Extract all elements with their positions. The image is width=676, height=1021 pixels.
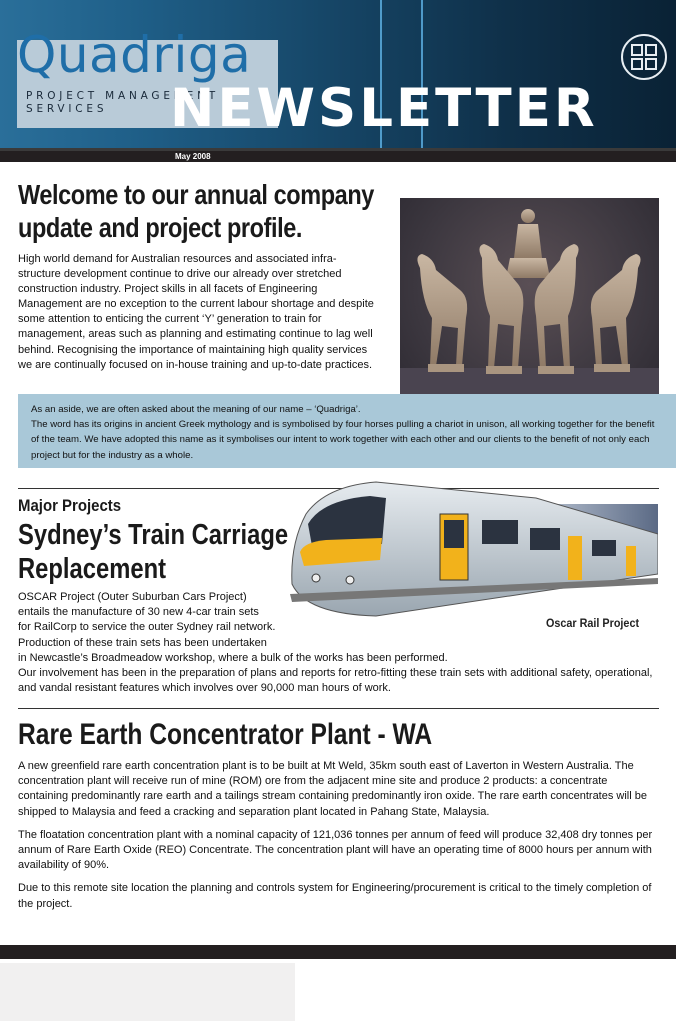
quadriga-grid-logo-icon xyxy=(621,34,667,80)
train-line: Production of these train sets has been undertaken xyxy=(18,636,267,649)
section-divider xyxy=(18,708,659,709)
train-image-caption: Oscar Rail Project xyxy=(546,616,640,630)
footer-panel xyxy=(0,963,295,1021)
section-label: Major Projects xyxy=(18,496,122,515)
masthead xyxy=(0,0,676,148)
train-heading: Sydney’s Train Carriage Replacement xyxy=(18,519,289,585)
rare-earth-paragraph: The floatation concentration plant with a nominal capacity of 121,036 tonnes per annum of feed will produce 32,408 dry tonnes per annum of Rare Earth Oxide (REO) Concentrate. The concentration plant will have an operating time of 8000 hours per annum with availability of 90%. xyxy=(18,828,653,872)
train-paragraph xyxy=(18,590,668,696)
brand-subtitle: PROJECT MANAGEMENT SERVICES xyxy=(26,90,219,115)
welcome-paragraph: High world demand for Australian resources and associated infra-structure development continue to drive our already over stretched construction industry. Project skills in all facets of Engineering Management are no exception to the current labour shortage and despite some attention to enticing the current ‘Y’ generation to train for management, areas such as planning and estimating continue to lag well behind. Recognising the importance of maintaining high quality services we are continually focused on in-house training and up-to-date practices. xyxy=(18,253,374,371)
rare-earth-paragraph: Due to this remote site location the planning and controls system for Engineering/procurement is critical to the timely completion of the project. xyxy=(18,882,652,910)
train-line: OSCAR Project (Outer Suburban Cars Project) xyxy=(18,591,247,603)
issue-date: May 2008 xyxy=(175,152,211,161)
train-line: in Newcastle’s Broadmeadow workshop, where a bulk of the works has been performed. xyxy=(18,651,448,664)
quadriga-statue-image xyxy=(400,198,659,414)
name-meaning-aside xyxy=(18,394,676,468)
train-line: entails the manufacture of 30 new 4-car train sets xyxy=(18,606,259,619)
train-line: Our involvement has been in the preparation of plans and reports for retro-fitting these train sets with additional safety, operational, and vandal resistant features which involves over 90,000 man hours of work. xyxy=(18,667,653,695)
brand-name: Quadriga xyxy=(17,26,252,84)
footer-bar xyxy=(0,945,676,959)
rare-earth-heading: Rare Earth Concentrator Plant - WA xyxy=(18,718,433,751)
rare-earth-paragraph: A new greenfield rare earth concentration plant is to be built at Mt Weld, 35km south east of Laverton in Western Australia. The concentration plant will receive run of mine (ROM) ore from the adjacent mine site and produce 2 products: a concentrate containing predominantly rare earth and a tailings stream containing predominantly iron oxide. The rare earth concentrates will be shipped to Malaysia and feed a cracking and separation plant located in Pahang State, Malaysia. xyxy=(18,760,647,818)
aside-intro: As an aside, we are often asked about the meaning of our name – ‘Quadriga’. xyxy=(31,404,361,415)
rare-earth-body xyxy=(18,759,660,920)
newsletter-title: NEWSLETTER xyxy=(170,78,598,139)
train-line: for RailCorp to service the outer Sydney rail network. xyxy=(18,621,276,634)
aside-text: The word has its origins in ancient Greek mythology and is symbolised by four horses pulling a chariot in unison, all working together for the benefit of the team. We have adopted this name as it symbolises our intent to work together with each other and our clients to the benefit of not only each project but for the industry as a whole. xyxy=(31,419,655,461)
date-bar xyxy=(0,148,676,162)
welcome-heading: Welcome to our annual company update and project profile. xyxy=(18,179,374,243)
